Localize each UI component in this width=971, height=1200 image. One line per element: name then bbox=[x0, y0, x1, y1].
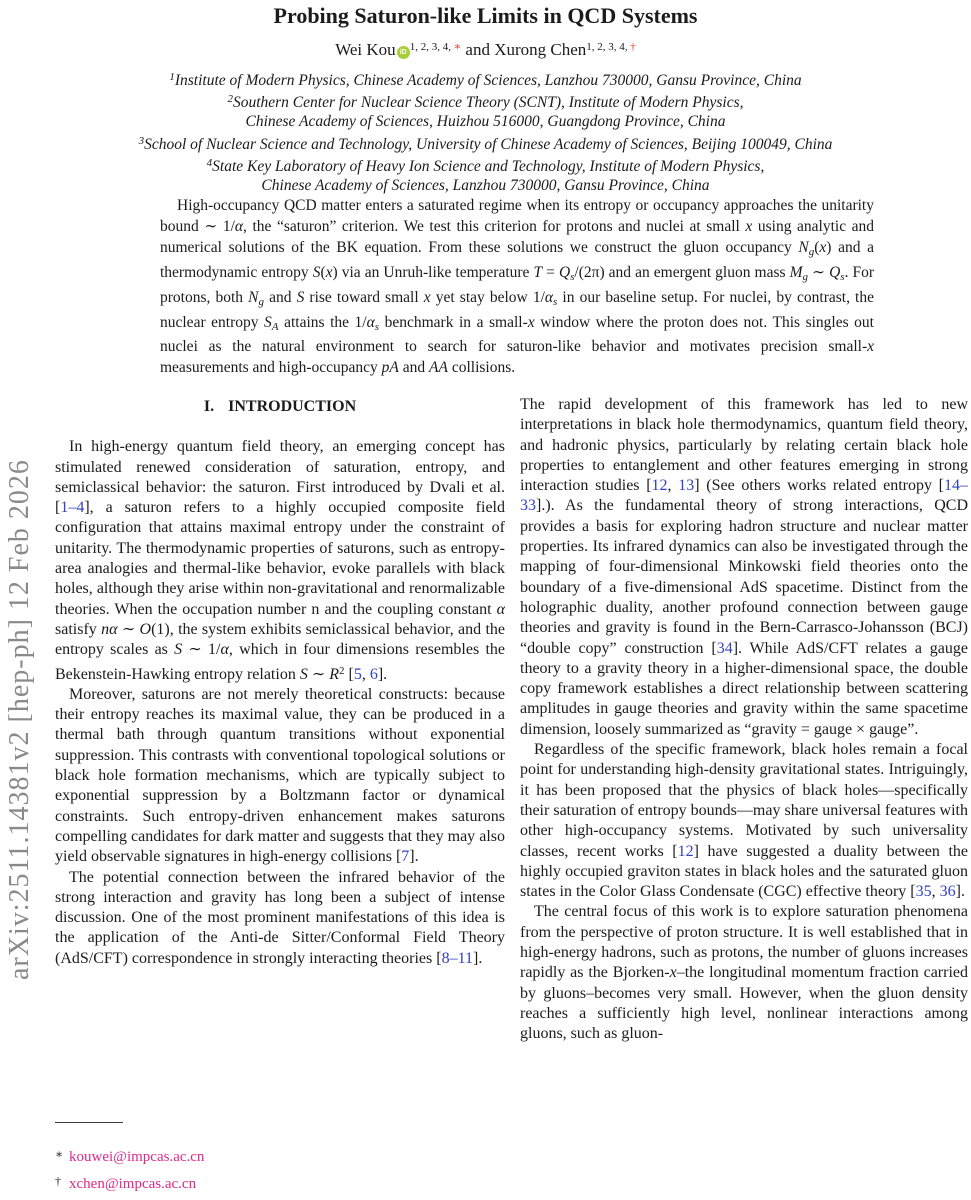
citation-link[interactable]: 1–4 bbox=[60, 499, 85, 517]
paragraph: The central focus of this work is to explore saturation phenomena from the perspective of proton structure. It is well established that in high-energy hadrons, such as protons, the number of gluons increases rapidly as the Bjorken-x–the longitudinal momentum fraction carried by gluons–becomes very small. However, when the gluon density reaches a sufficiently high level, nonlinear interactions among gluons, such as gluon- bbox=[520, 903, 968, 1043]
citation-link[interactable]: 12 bbox=[651, 477, 668, 495]
affiliation-line: $^2$Southern Center for Nuclear Science Theory (SCNT), Institute of Modern Physics, bbox=[227, 93, 744, 112]
author-1-superscripts: $^{1, 2, 3, 4,}$ ∗ bbox=[409, 41, 462, 53]
author-name-1: Wei Kou bbox=[335, 40, 396, 59]
footnote-item bbox=[55, 1143, 505, 1170]
affiliation-line: Chinese Academy of Sciences, Lanzhou 730000, Gansu Province, China bbox=[261, 177, 710, 195]
citation-link[interactable]: 12 bbox=[677, 842, 694, 860]
affiliation-line: $^1$Institute of Modern Physics, Chinese Academy of Sciences, Lanzhou 730000, Gansu Province, China bbox=[169, 71, 802, 89]
citation-link[interactable]: 8–11 bbox=[441, 949, 473, 967]
paragraph: The potential connection between the infrared behavior of the strong interaction and gravity has long been a subject of intense discussion. One of the most prominent manifestations of this idea is the application of the Anti-de Sitter/Conformal Field Theory (AdS/CFT) correspondence in strongly interacting theories [8–11]. bbox=[55, 868, 505, 967]
footnote-rule bbox=[55, 1122, 123, 1123]
citation-link[interactable]: 7 bbox=[401, 848, 410, 866]
citation-link[interactable]: 5 bbox=[353, 665, 362, 683]
orcid-icon[interactable]: iD bbox=[397, 46, 410, 59]
arxiv-sidebar-label: arXiv:2511.14381v2 [hep-ph] 12 Feb 2026 bbox=[4, 459, 35, 980]
footnote-item bbox=[55, 1170, 505, 1197]
citation-link[interactable]: 6 bbox=[369, 665, 378, 683]
section-heading-introduction bbox=[55, 395, 505, 417]
affiliation-line: $^3$School of Nuclear Science and Technology, University of Chinese Academy of Sciences, Beijing 100049, China bbox=[138, 134, 833, 153]
footnote-marker: ∗ bbox=[55, 1147, 64, 1161]
footnote-marker: † bbox=[55, 1173, 61, 1188]
paragraph: The rapid development of this framework has led to new interpretations in black hole thermodynamics, quantum field theory, and hadronic physics, particularly by relating certain black hole properties to entanglement and other features emerging in strong interaction studies [12, 13] (See others works related entropy [14–33].). As the fundamental theory of strong interactions, QCD provides a basis for exploring hadron structure and nuclear matter properties. Its infrared dynamics can also be investigated through the mapping of four-dimensional Minkowski field theories onto the boundary of a five-dimensional AdS spacetime. Distinct from the holographic duality, another profound connection between gauge theories and gravity is found in the Bern-Carrasco-Johansson (BCJ) “double copy” construction [34]. While AdS/CFT relates a gauge theory to a gravity theory in a higher-dimensional space, the double copy framework establishes a direct relationship between scattering amplitudes in gauge theories and gravity within the same spacetime dimension, loosely summarized as “gravity = gauge × gauge”. bbox=[520, 396, 968, 738]
affiliation-line: Chinese Academy of Sciences, Huizhou 516000, Guangdong Province, China bbox=[245, 113, 726, 131]
paragraph: Moreover, saturons are not merely theoretical constructs: because their entropy reaches its maximal value, they can be produced in a thermal bath through quantum transitions without exponential suppression. This contrasts with conventional topological solutions or black hole formation mechanisms, which are typically subject to exponential suppression by a Boltzmann factor or dynamical constraints. Such entropy-driven enhancement makes saturons compelling candidates for dark matter and suggests that they may also yield observable signatures in high-energy collisions [7]. bbox=[55, 685, 505, 866]
paper-title: Probing Saturon-like Limits in QCD Systems bbox=[273, 3, 698, 28]
citation-link[interactable]: 14–33 bbox=[520, 477, 968, 515]
left-column bbox=[55, 395, 505, 1115]
citation-link[interactable]: 36 bbox=[939, 883, 956, 901]
footnote-email-link[interactable]: xchen@impcas.ac.cn bbox=[69, 1175, 197, 1192]
abstract: High-occupancy QCD matter enters a saturated regime when its entropy or occupancy approaches the unitarity bound ∼ 1/α, the “saturon” criterion. We test this criterion for protons and nuclei at small x using analytic and numerical solutions of the BK equation. From these solutions we construct the gluon occupancy Ng(x) and a thermodynamic entropy S(x) via an Unruh-like temperature T = Qs/(2π) and an emergent gluon mass Mg ∼ Qs. For protons, both Ng and S rise toward small x yet stay below 1/αs in our baseline setup. For nuclei, by contrast, the nuclear entropy SA attains the 1/αs benchmark in a small-x window where the proton does not. This singles out nuclei as the natural environment to search for saturon-like behavior and motivates precision small-x measurements and high-occupancy pA and AA collisions. bbox=[160, 197, 875, 377]
paragraph: Regardless of the specific framework, black holes remain a focal point for understanding high-density gravitational states. Intriguingly, it has been proposed that the physics of black holes—specifically their saturation of entropy bounds—may share universal features with other high-occupancy systems. Motivated by such universality classes, recent works [12] have suggested a duality between the highly occupied graviton states in black holes and the saturated gluon states in the Color Glass Condensate (CGC) effective theory [35, 36]. bbox=[520, 741, 968, 901]
footnote-email-link[interactable]: kouwei@impcas.ac.cn bbox=[69, 1149, 205, 1165]
right-column bbox=[520, 395, 968, 1200]
footnote-area bbox=[55, 1122, 505, 1196]
affiliation-line: $^4$State Key Laboratory of Heavy Ion Science and Technology, Institute of Modern Physics, bbox=[206, 156, 765, 175]
author-name-2: and Xurong Chen$^{1, 2, 3, 4,}$ † bbox=[461, 40, 636, 59]
section-number: I. bbox=[203, 398, 215, 415]
citation-link[interactable]: 35 bbox=[915, 883, 932, 901]
section-title: INTRODUCTION bbox=[228, 398, 357, 415]
affiliations-block bbox=[0, 68, 971, 195]
paragraph: In high-energy quantum field theory, an emerging concept has stimulated renewed consideration of saturation, entropy, and semiclassical behavior: the saturon. First introduced by Dvali et al. [1–4], a saturon refers to a highly occupied composite field configuration that attains maximal entropy under the constraint of unitarity. The thermodynamic properties of saturons, such as entropy-area analogies and thermal-like behavior, evoke parallels with black holes, although they arise within non-gravitational and renormalizable theories. When the occupation number n and the coupling constant α satisfy nα ∼ O(1), the system exhibits semiclassical behavior, and the entropy scales as S ∼ 1/α, which in four dimensions resembles the Bekenstein-Hawking entropy relation S ∼ $R^2$ [5, 6]. bbox=[55, 438, 505, 683]
citation-link[interactable]: 13 bbox=[678, 477, 695, 495]
authors-line bbox=[0, 40, 971, 60]
citation-link[interactable]: 34 bbox=[716, 639, 733, 657]
